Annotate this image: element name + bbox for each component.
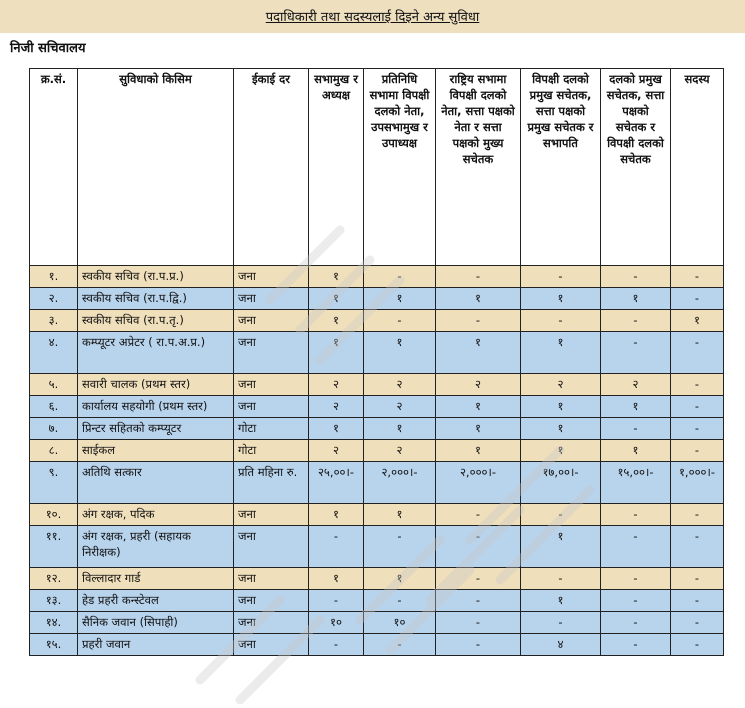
- row-value: -: [436, 266, 521, 288]
- row-value: -: [671, 332, 724, 374]
- row-serial: ८.: [30, 440, 78, 462]
- row-value: २: [309, 396, 364, 418]
- row-value: -: [671, 568, 724, 590]
- row-value: १७,००।-: [521, 462, 601, 504]
- col-header-party-whip: दलको प्रमुख सचेतक, सत्ता पक्षको सचेतक र विपक्षी दलको सचेतक: [601, 69, 671, 266]
- row-value: २: [364, 374, 436, 396]
- row-serial: १४.: [30, 612, 78, 634]
- row-unit: जना: [234, 568, 309, 590]
- row-value: २: [601, 374, 671, 396]
- col-header-item: सुविधाको किसिम: [78, 69, 234, 266]
- row-serial: १३.: [30, 590, 78, 612]
- row-value: -: [364, 526, 436, 568]
- row-value: -: [364, 310, 436, 332]
- row-value: -: [671, 288, 724, 310]
- row-item: विल्लादार गार्ड: [78, 568, 234, 590]
- row-value: १: [364, 568, 436, 590]
- row-value: १: [309, 288, 364, 310]
- table-row: [30, 590, 724, 612]
- row-item: साईकल: [78, 440, 234, 462]
- row-unit: जना: [234, 612, 309, 634]
- row-serial: ५.: [30, 374, 78, 396]
- row-value: १: [436, 288, 521, 310]
- row-serial: ९.: [30, 462, 78, 504]
- row-value: -: [521, 266, 601, 288]
- row-value: १: [521, 288, 601, 310]
- row-serial: १५.: [30, 634, 78, 656]
- table-row: [30, 568, 724, 590]
- section-subtitle: निजी सचिवालय: [10, 41, 86, 56]
- row-item: सैनिक जवान (सिपाही): [78, 612, 234, 634]
- row-value: १: [309, 332, 364, 374]
- row-item: हेड प्रहरी कन्स्टेवल: [78, 590, 234, 612]
- row-unit: जना: [234, 332, 309, 374]
- row-value: -: [671, 612, 724, 634]
- row-value: १: [521, 418, 601, 440]
- row-value: -: [601, 332, 671, 374]
- table-row: [30, 288, 724, 310]
- row-serial: ११.: [30, 526, 78, 568]
- table-row: [30, 526, 724, 568]
- row-value: -: [601, 266, 671, 288]
- row-value: -: [364, 634, 436, 656]
- row-value: १: [364, 288, 436, 310]
- row-value: -: [601, 504, 671, 526]
- col-header-opposition-leader: प्रतिनिधि सभामा विपक्षी दलको नेता, उपसभामुख र उपाध्यक्ष: [364, 69, 436, 266]
- table-row: [30, 440, 724, 462]
- row-value: -: [601, 634, 671, 656]
- row-serial: १०.: [30, 504, 78, 526]
- row-value: -: [601, 310, 671, 332]
- facilities-table: [29, 68, 724, 656]
- row-unit: जना: [234, 396, 309, 418]
- row-unit: जना: [234, 288, 309, 310]
- table-row: [30, 374, 724, 396]
- row-value: -: [436, 590, 521, 612]
- table-row: [30, 634, 724, 656]
- row-value: २,०००।-: [436, 462, 521, 504]
- row-value: -: [521, 568, 601, 590]
- row-value: -: [521, 310, 601, 332]
- row-value: १: [601, 288, 671, 310]
- table-row: [30, 462, 724, 504]
- row-value: १५,००।-: [601, 462, 671, 504]
- row-value: २: [436, 374, 521, 396]
- row-unit: गोटा: [234, 418, 309, 440]
- row-value: -: [671, 374, 724, 396]
- col-header-national-assembly: राष्ट्रिय सभामा विपक्षी दलको नेता, सत्ता पक्षको नेता र सत्ता पक्षको मुख्य सचेतक: [436, 69, 521, 266]
- row-value: १: [436, 440, 521, 462]
- row-value: १: [309, 568, 364, 590]
- col-header-sn: क्र.सं.: [30, 69, 78, 266]
- row-item: कार्यालय सहयोगी (प्रथम स्तर): [78, 396, 234, 418]
- row-value: २: [364, 440, 436, 462]
- table-row: [30, 332, 724, 374]
- row-value: -: [309, 590, 364, 612]
- row-unit: जना: [234, 590, 309, 612]
- row-serial: ३.: [30, 310, 78, 332]
- row-value: -: [436, 504, 521, 526]
- row-serial: ६.: [30, 396, 78, 418]
- row-value: २: [364, 396, 436, 418]
- row-value: -: [671, 266, 724, 288]
- table-row: [30, 396, 724, 418]
- row-value: -: [601, 612, 671, 634]
- row-value: १: [521, 590, 601, 612]
- row-value: १: [364, 418, 436, 440]
- row-value: -: [671, 440, 724, 462]
- row-unit: गोटा: [234, 440, 309, 462]
- col-header-chief-whip: विपक्षी दलको प्रमुख सचेतक, सत्ता पक्षको प्रमुख सचेतक र सभापति: [521, 69, 601, 266]
- row-value: -: [309, 526, 364, 568]
- row-item: प्रहरी जवान: [78, 634, 234, 656]
- row-item: स्वकीय सचिव (रा.प.प्र.): [78, 266, 234, 288]
- col-header-member: सदस्य: [671, 69, 724, 266]
- row-value: -: [671, 504, 724, 526]
- title-bar: [0, 0, 745, 33]
- row-value: १: [601, 396, 671, 418]
- row-value: -: [671, 396, 724, 418]
- row-value: १: [521, 332, 601, 374]
- row-serial: १.: [30, 266, 78, 288]
- row-value: -: [364, 266, 436, 288]
- row-unit: जना: [234, 310, 309, 332]
- row-item: अतिथि सत्कार: [78, 462, 234, 504]
- row-value: -: [521, 612, 601, 634]
- col-header-speaker: सभामुख र अध्यक्ष: [309, 69, 364, 266]
- row-value: -: [436, 310, 521, 332]
- row-value: १: [436, 396, 521, 418]
- row-value: -: [436, 634, 521, 656]
- row-value: १: [364, 504, 436, 526]
- row-value: -: [436, 568, 521, 590]
- table-row: [30, 612, 724, 634]
- row-value: १०: [364, 612, 436, 634]
- row-item: सवारी चालक (प्रथम स्तर): [78, 374, 234, 396]
- row-value: १: [436, 418, 521, 440]
- row-value: ४: [521, 634, 601, 656]
- row-value: -: [671, 526, 724, 568]
- row-value: १: [309, 266, 364, 288]
- row-unit: जना: [234, 374, 309, 396]
- row-value: १: [309, 504, 364, 526]
- row-unit: प्रति महिना रु.: [234, 462, 309, 504]
- table-body: [30, 266, 724, 656]
- row-value: -: [601, 418, 671, 440]
- row-value: -: [364, 590, 436, 612]
- row-value: १: [436, 332, 521, 374]
- row-value: १: [309, 310, 364, 332]
- row-item: अंग रक्षक, पदिक: [78, 504, 234, 526]
- row-value: १: [521, 526, 601, 568]
- row-unit: जना: [234, 634, 309, 656]
- row-value: १: [671, 310, 724, 332]
- row-value: १: [521, 440, 601, 462]
- table-row: [30, 504, 724, 526]
- row-serial: २.: [30, 288, 78, 310]
- row-value: -: [601, 568, 671, 590]
- row-serial: ४.: [30, 332, 78, 374]
- table-row: [30, 418, 724, 440]
- row-value: -: [436, 526, 521, 568]
- row-value: २: [309, 374, 364, 396]
- table-row: [30, 310, 724, 332]
- col-header-unit: ईकाई दर: [234, 69, 309, 266]
- row-item: प्रिन्टर सहितको कम्प्यूटर: [78, 418, 234, 440]
- row-value: १: [601, 440, 671, 462]
- row-value: १,०००।-: [671, 462, 724, 504]
- row-unit: जना: [234, 266, 309, 288]
- row-unit: जना: [234, 526, 309, 568]
- row-value: -: [601, 526, 671, 568]
- row-item: स्वकीय सचिव (रा.प.तृ.): [78, 310, 234, 332]
- page-title: पदाधिकारी तथा सदस्यलाई दिइने अन्य सुविधा: [265, 10, 480, 25]
- row-item: अंग रक्षक, प्रहरी (सहायक निरीक्षक): [78, 526, 234, 568]
- row-value: २: [521, 374, 601, 396]
- row-value: -: [521, 504, 601, 526]
- row-serial: ७.: [30, 418, 78, 440]
- row-value: २: [309, 440, 364, 462]
- row-value: २,०००।-: [364, 462, 436, 504]
- row-value: १: [309, 418, 364, 440]
- row-value: २५,००।-: [309, 462, 364, 504]
- row-value: -: [671, 590, 724, 612]
- row-value: १: [364, 332, 436, 374]
- row-value: १०: [309, 612, 364, 634]
- row-value: -: [601, 590, 671, 612]
- table-row: [30, 266, 724, 288]
- row-item: कम्प्यूटर अप्रेटर ( रा.प.अ.प्र.): [78, 332, 234, 374]
- row-value: -: [671, 418, 724, 440]
- row-serial: १२.: [30, 568, 78, 590]
- row-value: -: [436, 612, 521, 634]
- row-item: स्वकीय सचिव (रा.प.द्वि.): [78, 288, 234, 310]
- row-unit: जना: [234, 504, 309, 526]
- row-value: -: [309, 634, 364, 656]
- row-value: १: [521, 396, 601, 418]
- row-value: -: [671, 634, 724, 656]
- table-header-row: [30, 69, 724, 266]
